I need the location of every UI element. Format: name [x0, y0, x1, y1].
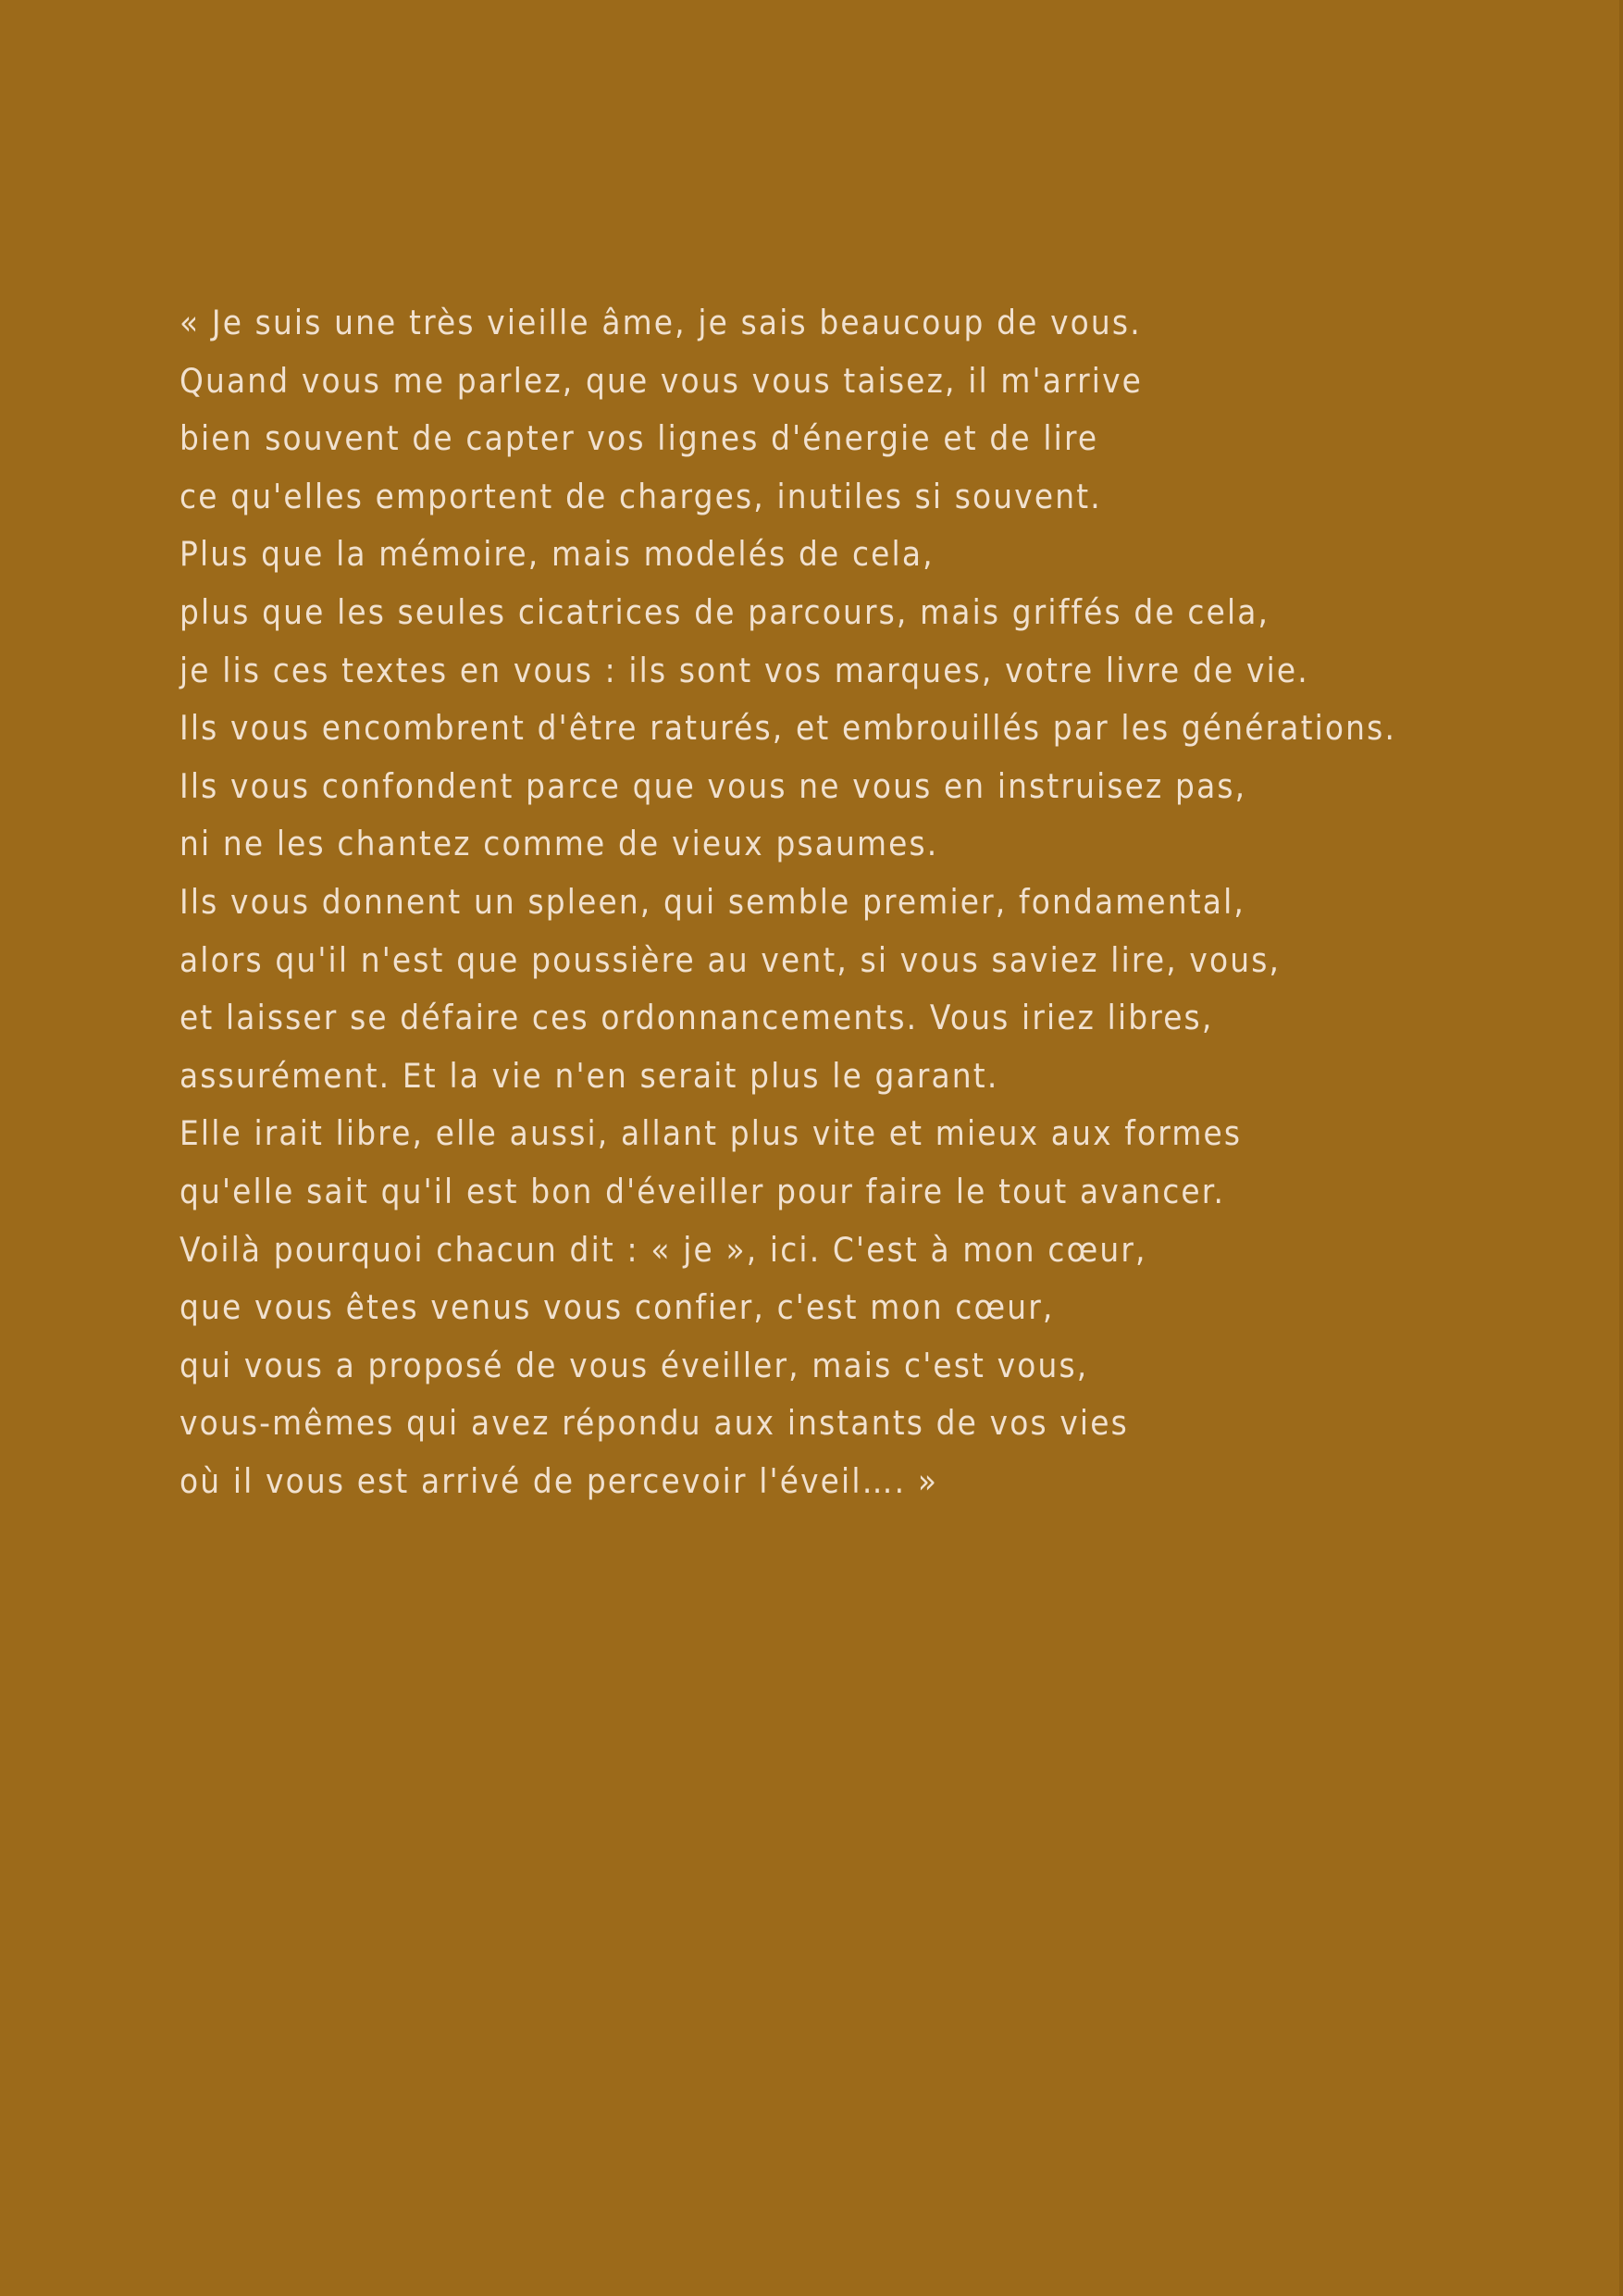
poem-text-block — [180, 294, 1429, 1510]
poem-line: qu'elle sait qu'il est bon d'éveiller pour faire le tout avancer. — [180, 1171, 1226, 1211]
poem-line: Voilà pourquoi chacun dit : « je », ici. C'est à mon cœur, — [180, 1229, 1147, 1270]
poem-line: Quand vous me parlez, que vous vous taisez, il m'arrive — [180, 360, 1144, 401]
poem-line: où il vous est arrivé de percevoir l'éveil…. » — [180, 1460, 939, 1501]
poem-line: qui vous a proposé de vous éveiller, mais c'est vous, — [180, 1345, 1089, 1385]
poem-line: alors qu'il n'est que poussière au vent, si vous saviez lire, vous, — [180, 939, 1282, 980]
poem-line: plus que les seules cicatrices de parcours, mais griffés de cela, — [180, 591, 1270, 632]
poem-line: Ils vous donnent un spleen, qui semble premier, fondamental, — [180, 881, 1245, 922]
poem-line: Plus que la mémoire, mais modelés de cela, — [180, 534, 935, 575]
poem-line: Ils vous confondent parce que vous ne vous en instruisez pas, — [180, 765, 1247, 806]
poem-line: « Je suis une très vieille âme, je sais beaucoup de vous. — [180, 303, 1142, 342]
poem-line: bien souvent de capter vos lignes d'énergie et de lire — [180, 418, 1099, 459]
poem-line: je lis ces textes en vous : ils sont vos marques, votre livre de vie. — [180, 650, 1309, 690]
poem-line: Ils vous encombrent d'être raturés, et embrouillés par les générations. — [180, 708, 1397, 749]
poem-line: ni ne les chantez comme de vieux psaumes. — [180, 824, 939, 864]
poem-line: assurément. Et la vie n'en serait plus le garant. — [180, 1055, 999, 1096]
poem-line: et laisser se défaire ces ordonnancements. Vous iriez libres, — [180, 998, 1214, 1038]
poem-line: que vous êtes venus vous confier, c'est mon cœur, — [180, 1287, 1055, 1328]
poem-line: Elle irait libre, elle aussi, allant plus vite et mieux aux formes — [180, 1113, 1243, 1154]
poem-line: vous-mêmes qui avez répondu aux instants de vos vies — [180, 1403, 1129, 1444]
poem-line: ce qu'elles emportent de charges, inutiles si souvent. — [180, 476, 1102, 516]
page-edge-divider — [1619, 0, 1623, 2296]
